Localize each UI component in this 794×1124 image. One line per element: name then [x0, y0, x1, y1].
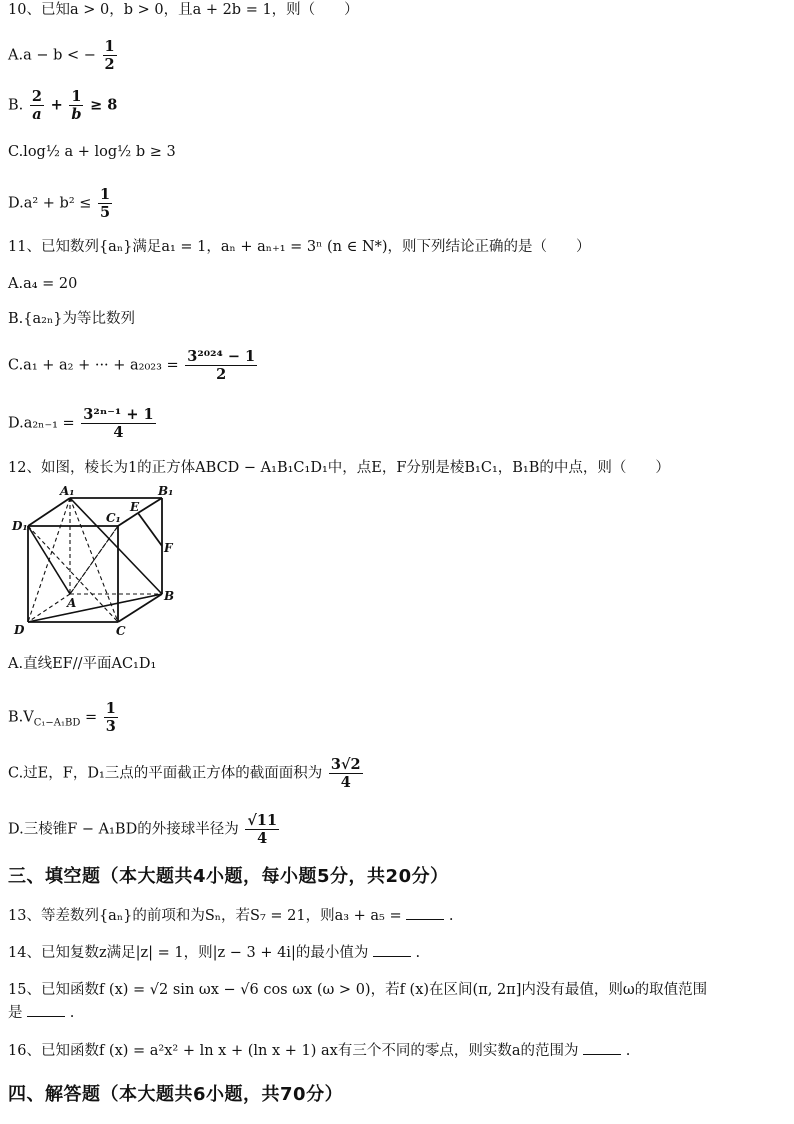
label-a1: A₁ [60, 484, 75, 498]
fraction: $\frac{√11}{4}$ [247, 812, 278, 847]
q10-stem: 10、已知a > 0，b > 0，且a + 2b = 1，则（ ） [8, 2, 359, 18]
fraction: $\frac{1}{2}$ [104, 38, 115, 73]
q10-option-d: D.a² + b² ≤ $\frac{1}{5}$ [8, 186, 111, 221]
q11-option-b: B.{a₂ₙ}为等比数列 [8, 311, 135, 327]
q12-option-b: $B.V_{C_1-A_1BD}$ = $\frac{1}{3}$ [8, 700, 116, 735]
answer-blank[interactable] [27, 1002, 65, 1017]
q11-option-d: D.a₂ₙ₋₁ = $\frac{\text{3²ⁿ⁻¹ + 1}}{4}$ [8, 406, 154, 441]
fraction: $\frac{1}{3}$ [105, 700, 116, 735]
q12-option-d: D.三棱锥F − A₁BD的外接球半径为 $\frac{√11}{4}$ [8, 812, 278, 847]
q14: 14、已知复数z满足|z| = 1，则|z − 3 + 4i|的最小值为 . [8, 942, 420, 963]
section-4-heading: 四、解答题（本大题共6小题，共70分） [8, 1084, 344, 1105]
label-f: F [164, 541, 173, 555]
section-3-heading: 三、填空题（本大题共4小题，每小题5分，共20分） [8, 866, 449, 887]
q16: 16、已知函数f (x) = a²x² + ln x + (ln x + 1) ax有三个不同的零点，则实数a的范围为 . [8, 1040, 630, 1061]
cube-figure [10, 484, 180, 636]
fraction: $\frac{1}{b}$ [71, 88, 82, 123]
q12-option-c: C.过E，F，D₁三点的平面截正方体的截面面积为 $\frac{3√2}{4}$ [8, 756, 361, 791]
answer-blank[interactable] [406, 905, 444, 920]
q10-option-b: B. $\frac{2}{a}$ + $\frac{1}{b}$ ≥ 8 [8, 88, 118, 123]
label-b1: B₁ [158, 484, 174, 498]
label-a: A [67, 596, 77, 610]
q15: 15、已知函数f (x) = √2 sin ωx − √6 cos ωx (ω > 0)，若f (x)在区间(π, 2π]内没有最值，则ω的取值范围 [8, 982, 708, 998]
label-c: C [116, 624, 126, 636]
q15-line2: 是 . [8, 1002, 74, 1023]
label-b: B [164, 589, 175, 603]
q11-stem: 11、已知数列{aₙ}满足a₁ = 1，aₙ + aₙ₊₁ = 3ⁿ (n ∈ N*)，则下列结论正确的是（ ） [8, 239, 591, 255]
fraction: $\frac{\text{3²⁰²⁴ − 1}}{2}$ [187, 348, 256, 383]
fraction: $\frac{\text{3²ⁿ⁻¹ + 1}}{4}$ [83, 406, 154, 441]
q11-option-a: A.a₄ = 20 [8, 276, 78, 292]
label-e: E [130, 500, 140, 514]
label-d1: D₁ [12, 519, 28, 533]
fraction: $\frac{3√2}{4}$ [330, 756, 361, 791]
q13: 13、等差数列{aₙ}的前项和为Sₙ，若S₇ = 21，则a₃ + a₅ = . [8, 905, 453, 926]
answer-blank[interactable] [373, 942, 411, 957]
fraction: $\frac{2}{a}$ [31, 88, 42, 123]
q10-option-a: A.a − b < − $\frac{1}{2}$ [8, 38, 115, 73]
fraction: $\frac{1}{5}$ [100, 186, 111, 221]
q11-option-c: C.a₁ + a₂ + ··· + a₂₀₂₃ = $\frac{\text{3²⁰²⁴ − 1}}{2}$ [8, 348, 256, 383]
label-c1: C₁ [106, 511, 121, 525]
label-d: D [14, 623, 25, 636]
q12-option-a: A.直线EF//平面AC₁D₁ [8, 656, 157, 672]
q12-stem: 12、如图，棱长为1的正方体ABCD − A₁B₁C₁D₁中，点E，F分别是棱B₁C₁，B₁B的中点，则（ ） [8, 460, 670, 476]
answer-blank[interactable] [583, 1040, 621, 1055]
q10-option-c: C.log½ a + log½ b ≥ 3 [8, 144, 176, 160]
